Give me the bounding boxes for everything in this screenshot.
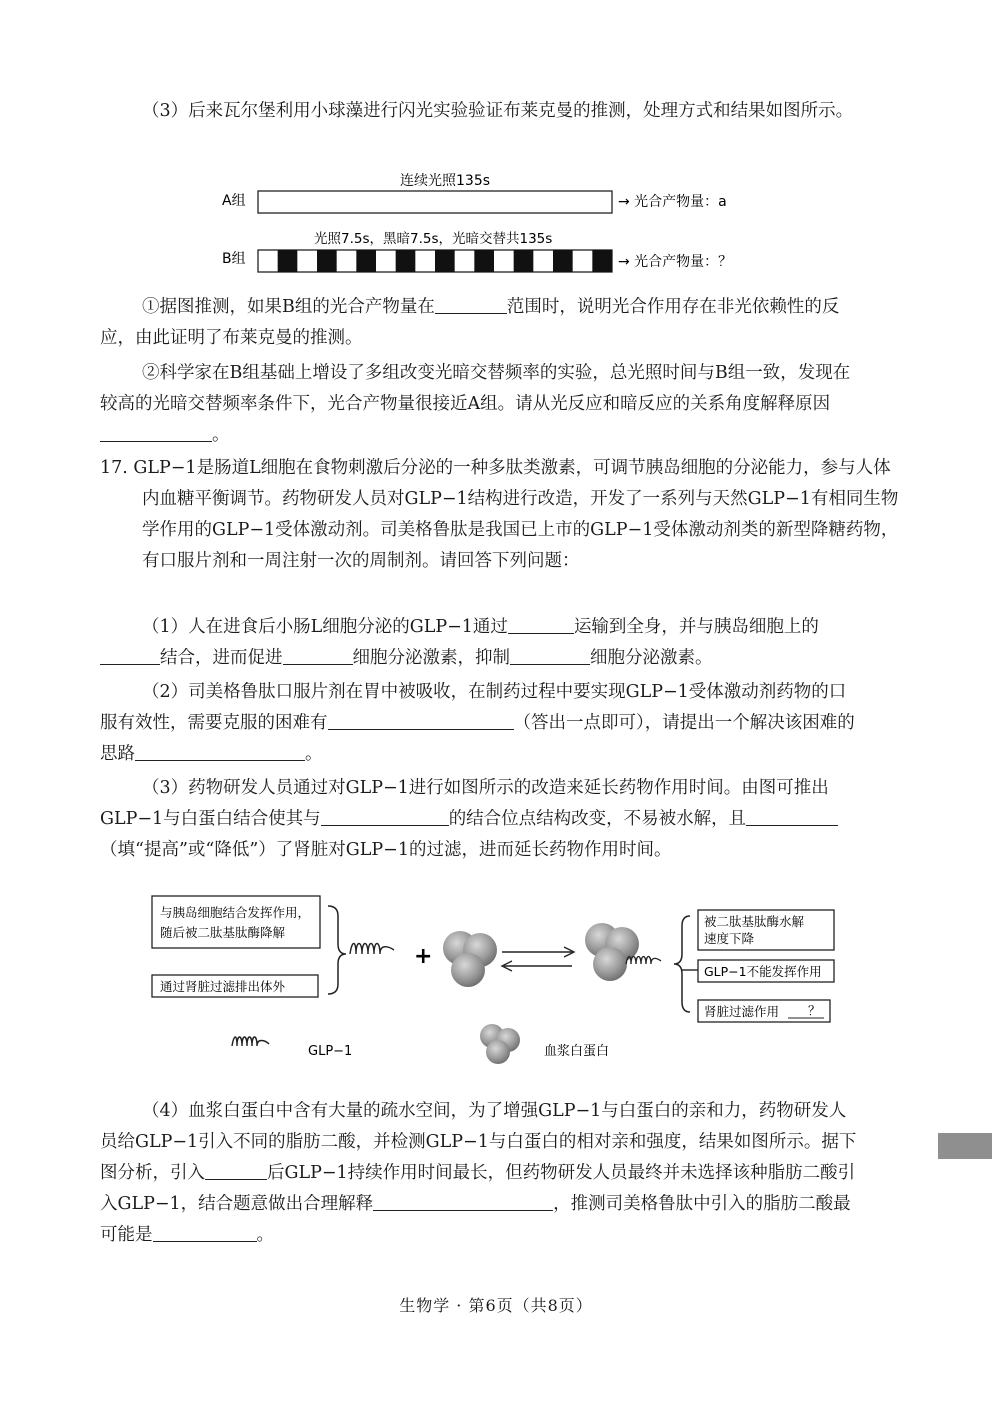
dark-period-segment — [592, 250, 612, 272]
plus-sign: + — [414, 944, 433, 969]
dark-period-segment — [356, 250, 376, 272]
answer-blank[interactable] — [205, 1161, 267, 1180]
flash-experiment-figure — [210, 168, 770, 278]
answer-blank[interactable] — [435, 295, 507, 314]
group-a-bar — [258, 191, 612, 213]
q16-3-intro: （3）后来瓦尔堡利用小球藻进行闪光实验验证布莱克曼的推测，处理方式和结果如图所示。 — [142, 101, 854, 121]
answer-blank[interactable] — [153, 1223, 257, 1242]
answer-blank[interactable] — [100, 646, 160, 665]
dark-period-segment — [396, 250, 416, 272]
box-pancreas-action — [152, 896, 320, 948]
q17-part2 — [100, 677, 862, 770]
sub1-text-b: 范围时，说明光合作用存在非光依赖性的反应，由此证明了布莱克曼的推测。 — [100, 297, 840, 348]
box-hydrolysis-line2: 速度下降 — [704, 931, 755, 946]
group-b-bar — [258, 250, 612, 272]
dark-period-segment — [474, 250, 494, 272]
box-kidney-question: ？ — [808, 1003, 821, 1018]
p4-text-d: 。 — [256, 1225, 274, 1245]
answer-blank[interactable] — [283, 646, 353, 665]
answer-blank[interactable] — [508, 615, 574, 634]
box-kidney-text: 通过肾脏过滤排出体外 — [160, 979, 286, 994]
sub1-text-a: ①据图推测，如果B组的光合产物量在 — [142, 297, 435, 317]
p2-text-a: （2）司美格鲁肽口服片剂在胃中被吸收，在制药过程中要实现GLP−1受体激动剂药物的口服有效性，需要克服的困难有 — [100, 682, 847, 733]
dark-period-segment — [514, 250, 534, 272]
p4-text-b: 后GLP−1持续作用时间最长，但药物研发人员最终并未选择该种脂肪二酸引入GLP−1，结合题意做出合理解释 — [100, 1163, 856, 1214]
right-bracket — [674, 916, 690, 1012]
box-kidney-filter-text: 肾脏过滤作用 — [704, 1004, 780, 1019]
group-b-label: B组 — [222, 251, 246, 267]
answer-blank[interactable] — [373, 1192, 553, 1211]
group-a-title: 连续光照135s — [400, 173, 491, 189]
p3-text-b: 的结合位点结构改变，不易被水解，且 — [448, 809, 747, 829]
answer-blank[interactable] — [746, 807, 838, 826]
p1-text-c: 结合，进而促进 — [160, 648, 283, 668]
group-b-title: 光照7.5s，黑暗7.5s，光暗交替共135s — [314, 231, 553, 247]
sub2-text-b: 。 — [212, 425, 230, 445]
q16-3-sub2 — [100, 358, 862, 451]
legend-albumin-icon — [480, 1024, 520, 1064]
page-footer: 生物学 · 第6页（共8页） — [399, 1296, 593, 1315]
p1-text-b: 运输到全身，并与胰岛细胞上的 — [573, 617, 819, 637]
legend-albumin-label: 血浆白蛋白 — [544, 1044, 610, 1059]
p1-text-e: 细胞分泌激素。 — [590, 648, 713, 668]
dark-period-segment — [435, 250, 455, 272]
glp1-albumin-diagram — [140, 888, 860, 1068]
q17-part3 — [100, 773, 862, 866]
p4-text-c: ，推测司美格鲁肽中引入的脂肪二酸最可能是 — [100, 1194, 851, 1245]
glp1-coil-free — [350, 944, 394, 955]
dark-period-segment — [317, 250, 337, 272]
albumin-cluster — [443, 931, 497, 987]
group-a-result: → 光合产物量：a — [618, 194, 727, 210]
q17-stem: 17. GLP−1是肠道L细胞在食物刺激后分泌的一种多肽类激素，可调节胰岛细胞的分泌能力，参与人体内血糖平衡调节。药物研发人员对GLP−1结构进行改造，开发了一系列与天然GLP−1有相同生物学作用的GLP−1受体激动剂。司美格鲁肽是我国已上市的GLP−1受体激动剂类的新型降糖药物，有口服片剂和一周注射一次的周制剂。请回答下列问题： — [100, 458, 899, 571]
glp1-albumin-complex — [585, 923, 661, 981]
legend-glp1-coil — [232, 1037, 269, 1046]
p1-text-a: （1）人在进食后小肠L细胞分泌的GLP−1通过 — [142, 617, 508, 637]
box-pancreas-line1: 与胰岛细胞结合发挥作用， — [160, 905, 311, 920]
dark-period-segment — [553, 250, 573, 272]
box-hydrolysis-line1: 被二肽基肽酶水解 — [704, 914, 805, 929]
q17-part1 — [100, 612, 862, 674]
p3-text-a: （3）药物研发人员通过对GLP−1进行如图所示的改造来延长药物作用时间。由图可推出GLP−1与白蛋白结合使其与 — [100, 778, 829, 829]
q16-3-sub1 — [100, 292, 862, 354]
group-a-label: A组 — [222, 193, 246, 209]
legend-glp1-label: GLP−1 — [308, 1044, 353, 1059]
answer-blank[interactable] — [135, 742, 305, 761]
answer-blank[interactable] — [100, 423, 212, 442]
p2-text-b: （答出一点即可），请提出一个解决该困难的思路 — [100, 713, 855, 764]
group-b-result: → 光合产物量：？ — [618, 254, 733, 270]
p4-text-a: （4）血浆白蛋白中含有大量的疏水空间，为了增强GLP−1与白蛋白的亲和力，药物研发人员给GLP−1引入不同的脂肪二酸，并检测GLP−1与白蛋白的相对亲和强度，结果如图所示。据下图分析，引入 — [100, 1101, 857, 1183]
p3-text-c: （填“提高”或“降低”）了肾脏对GLP−1的过滤，进而延长药物作用时间。 — [100, 840, 672, 860]
box-pancreas-line2: 随后被二肽基肽酶降解 — [160, 925, 286, 940]
left-bracket — [328, 906, 346, 994]
answer-blank[interactable] — [321, 807, 449, 826]
q17-part4 — [100, 1096, 862, 1251]
p2-text-c: 。 — [305, 744, 323, 764]
answer-blank[interactable] — [510, 646, 590, 665]
page-edge-tab — [938, 1133, 992, 1159]
p1-text-d: 细胞分泌激素，抑制 — [352, 648, 510, 668]
dark-period-segment — [278, 250, 298, 272]
sub2-text-a: ②科学家在B组基础上增设了多组改变光暗交替频率的实验，总光照时间与B组一致，发现在较高的光暗交替频率条件下，光合产物量很接近A组。请从光反应和暗反应的关系角度解释原因 — [100, 363, 851, 414]
answer-blank[interactable] — [328, 711, 514, 730]
box-inactive-text: GLP−1不能发挥作用 — [704, 964, 822, 979]
